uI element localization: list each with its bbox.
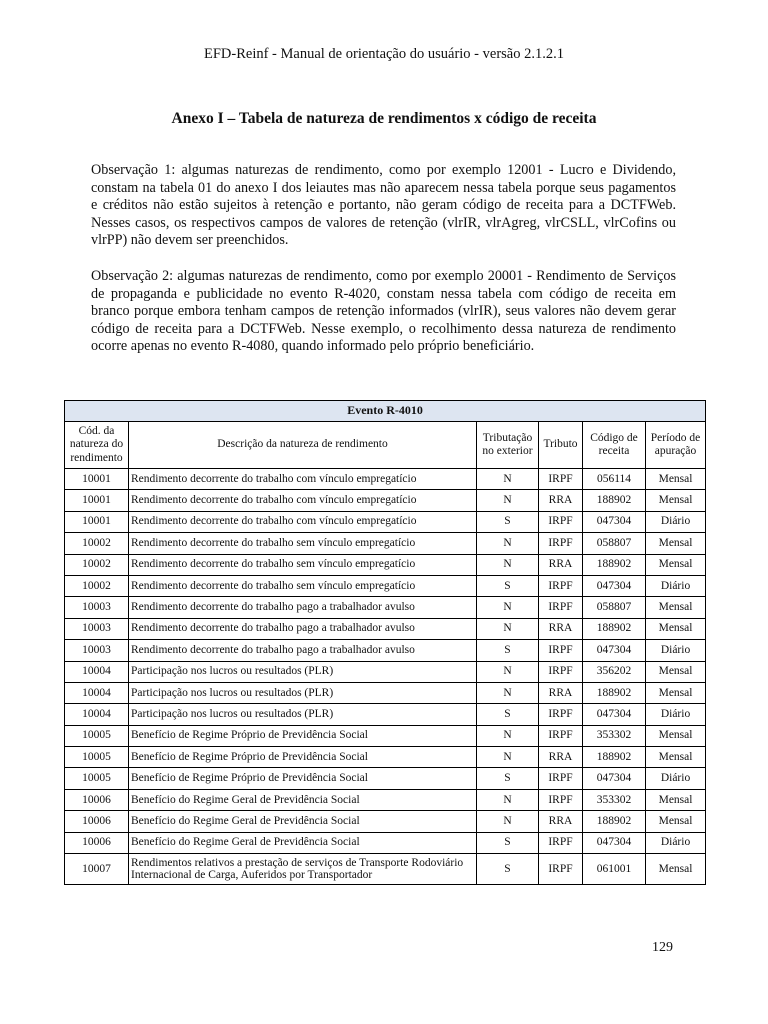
observation-2: Observação 2: algumas naturezas de rendimento, como por exemplo 20001 - Rendimento de Serviços de propaganda e publicidade no evento R-4020, constam nessa tabela com código de receita em branco porque embora tenham campos de retenção informados (vlrIR), seus valores não devem gerar código de receita para a DCTFWeb. Nesse exemplo, o recolhimento dessa natureza de rendimento ocorre apenas no evento R-4080, quando informado pelo próprio beneficiário. xyxy=(91,268,676,355)
cell-period: Mensal xyxy=(646,854,706,885)
cell-tax: IRPF xyxy=(539,597,583,618)
cell-code: 10004 xyxy=(65,661,129,682)
cell-description: Benefício do Regime Geral de Previdência Social xyxy=(129,832,477,853)
cell-revenue-code: 188902 xyxy=(583,747,646,768)
table-row xyxy=(65,768,706,789)
cell-tax: RRA xyxy=(539,682,583,703)
cell-revenue-code: 047304 xyxy=(583,832,646,853)
cell-tax: IRPF xyxy=(539,511,583,532)
cell-tax: IRPF xyxy=(539,832,583,853)
cell-foreign-tax: S xyxy=(477,575,539,596)
cell-foreign-tax: N xyxy=(477,469,539,490)
cell-period: Mensal xyxy=(646,789,706,810)
table-row xyxy=(65,854,706,885)
table-row xyxy=(65,811,706,832)
cell-period: Mensal xyxy=(646,533,706,554)
table-row xyxy=(65,469,706,490)
cell-tax: RRA xyxy=(539,490,583,511)
cell-tax: IRPF xyxy=(539,768,583,789)
cell-period: Mensal xyxy=(646,554,706,575)
col-header-foreign-tax: Tributação no exterior xyxy=(477,422,539,469)
cell-description: Rendimento decorrente do trabalho com vínculo empregatício xyxy=(129,490,477,511)
cell-foreign-tax: S xyxy=(477,768,539,789)
cell-code: 10001 xyxy=(65,511,129,532)
cell-period: Mensal xyxy=(646,490,706,511)
cell-period: Mensal xyxy=(646,682,706,703)
cell-tax: IRPF xyxy=(539,661,583,682)
cell-tax: IRPF xyxy=(539,469,583,490)
cell-foreign-tax: N xyxy=(477,618,539,639)
cell-description: Rendimento decorrente do trabalho pago a trabalhador avulso xyxy=(129,618,477,639)
cell-description: Rendimento decorrente do trabalho pago a trabalhador avulso xyxy=(129,640,477,661)
cell-code: 10005 xyxy=(65,768,129,789)
cell-code: 10003 xyxy=(65,597,129,618)
table-row xyxy=(65,725,706,746)
cell-tax: RRA xyxy=(539,747,583,768)
cell-revenue-code: 188902 xyxy=(583,554,646,575)
col-header-description: Descrição da natureza de rendimento xyxy=(129,422,477,469)
cell-foreign-tax: N xyxy=(477,682,539,703)
cell-period: Diário xyxy=(646,511,706,532)
cell-code: 10006 xyxy=(65,811,129,832)
cell-code: 10005 xyxy=(65,725,129,746)
table-row xyxy=(65,789,706,810)
cell-code: 10001 xyxy=(65,469,129,490)
table-row xyxy=(65,575,706,596)
cell-revenue-code: 188902 xyxy=(583,811,646,832)
cell-foreign-tax: N xyxy=(477,533,539,554)
col-header-code: Cód. da natureza do rendimento xyxy=(65,422,129,469)
table-row xyxy=(65,533,706,554)
cell-description: Rendimento decorrente do trabalho com vínculo empregatício xyxy=(129,469,477,490)
cell-description: Benefício do Regime Geral de Previdência Social xyxy=(129,811,477,832)
cell-period: Mensal xyxy=(646,597,706,618)
cell-foreign-tax: N xyxy=(477,725,539,746)
cell-tax: RRA xyxy=(539,554,583,575)
cell-revenue-code: 047304 xyxy=(583,704,646,725)
cell-description: Participação nos lucros ou resultados (PLR) xyxy=(129,661,477,682)
col-header-tax: Tributo xyxy=(539,422,583,469)
cell-revenue-code: 047304 xyxy=(583,640,646,661)
table-body xyxy=(65,469,706,885)
table-row xyxy=(65,747,706,768)
cell-foreign-tax: N xyxy=(477,597,539,618)
event-title: Evento R-4010 xyxy=(65,401,706,422)
page-number: 129 xyxy=(652,940,673,955)
table-row xyxy=(65,511,706,532)
cell-description: Participação nos lucros ou resultados (PLR) xyxy=(129,682,477,703)
cell-tax: IRPF xyxy=(539,533,583,554)
table-row xyxy=(65,554,706,575)
col-header-revenue-code: Código de receita xyxy=(583,422,646,469)
cell-tax: IRPF xyxy=(539,725,583,746)
cell-period: Diário xyxy=(646,832,706,853)
cell-period: Mensal xyxy=(646,725,706,746)
cell-tax: IRPF xyxy=(539,854,583,885)
cell-foreign-tax: N xyxy=(477,554,539,575)
cell-revenue-code: 058807 xyxy=(583,597,646,618)
cell-description: Participação nos lucros ou resultados (PLR) xyxy=(129,704,477,725)
cell-description: Benefício do Regime Geral de Previdência Social xyxy=(129,789,477,810)
cell-revenue-code: 058807 xyxy=(583,533,646,554)
cell-tax: IRPF xyxy=(539,575,583,596)
cell-description: Rendimento decorrente do trabalho sem vínculo empregatício xyxy=(129,554,477,575)
cell-foreign-tax: S xyxy=(477,640,539,661)
cell-revenue-code: 353302 xyxy=(583,789,646,810)
cell-tax: IRPF xyxy=(539,704,583,725)
cell-description: Benefício de Regime Próprio de Previdência Social xyxy=(129,725,477,746)
cell-description: Rendimento decorrente do trabalho sem vínculo empregatício xyxy=(129,575,477,596)
cell-code: 10002 xyxy=(65,533,129,554)
cell-tax: RRA xyxy=(539,618,583,639)
cell-revenue-code: 188902 xyxy=(583,682,646,703)
cell-description: Rendimento decorrente do trabalho sem vínculo empregatício xyxy=(129,533,477,554)
cell-foreign-tax: N xyxy=(477,789,539,810)
cell-tax: IRPF xyxy=(539,789,583,810)
cell-description: Rendimentos relativos a prestação de serviços de Transporte Rodoviário Internacional de Carga, Auferidos por Transportador xyxy=(129,854,477,885)
cell-code: 10006 xyxy=(65,832,129,853)
table-row xyxy=(65,618,706,639)
cell-code: 10003 xyxy=(65,640,129,661)
cell-code: 10007 xyxy=(65,854,129,885)
cell-code: 10002 xyxy=(65,575,129,596)
annex-title: Anexo I – Tabela de natureza de rendimentos x código de receita xyxy=(171,110,597,127)
cell-foreign-tax: N xyxy=(477,661,539,682)
cell-description: Benefício de Regime Próprio de Previdência Social xyxy=(129,747,477,768)
cell-revenue-code: 353302 xyxy=(583,725,646,746)
col-header-period: Período de apuração xyxy=(646,422,706,469)
cell-period: Diário xyxy=(646,768,706,789)
cell-revenue-code: 188902 xyxy=(583,618,646,639)
table-row xyxy=(65,490,706,511)
table-row xyxy=(65,661,706,682)
cell-revenue-code: 047304 xyxy=(583,768,646,789)
cell-description: Rendimento decorrente do trabalho com vínculo empregatício xyxy=(129,511,477,532)
cell-tax: IRPF xyxy=(539,640,583,661)
cell-code: 10004 xyxy=(65,704,129,725)
table-row xyxy=(65,640,706,661)
cell-period: Diário xyxy=(646,575,706,596)
table-row xyxy=(65,704,706,725)
cell-code: 10004 xyxy=(65,682,129,703)
table-row xyxy=(65,597,706,618)
cell-description: Benefício de Regime Próprio de Previdência Social xyxy=(129,768,477,789)
cell-foreign-tax: N xyxy=(477,490,539,511)
cell-code: 10006 xyxy=(65,789,129,810)
cell-period: Mensal xyxy=(646,469,706,490)
cell-code: 10005 xyxy=(65,747,129,768)
cell-period: Diário xyxy=(646,704,706,725)
cell-revenue-code: 047304 xyxy=(583,511,646,532)
cell-foreign-tax: N xyxy=(477,747,539,768)
cell-revenue-code: 056114 xyxy=(583,469,646,490)
table-row xyxy=(65,832,706,853)
cell-foreign-tax: S xyxy=(477,832,539,853)
running-header: EFD-Reinf - Manual de orientação do usuário - versão 2.1.2.1 xyxy=(204,46,564,62)
cell-foreign-tax: S xyxy=(477,511,539,532)
observation-1: Observação 1: algumas naturezas de rendimento, como por exemplo 12001 - Lucro e Dividendo, constam na tabela 01 do anexo I dos leiautes mas não aparecem nessa tabela porque seus pagamentos e créditos não estão sujeitos à retenção e portanto, não geram código de receita para a DCTFWeb. Nesses casos, os respectivos campos de valores de retenção (vlrIR, vlrAgreg, vlrCSLL, vlrCofins ou vlrPP) não devem ser preenchidos. xyxy=(91,162,676,249)
cell-foreign-tax: N xyxy=(477,811,539,832)
cell-tax: RRA xyxy=(539,811,583,832)
cell-period: Mensal xyxy=(646,811,706,832)
cell-description: Rendimento decorrente do trabalho pago a trabalhador avulso xyxy=(129,597,477,618)
cell-code: 10002 xyxy=(65,554,129,575)
cell-revenue-code: 061001 xyxy=(583,854,646,885)
cell-foreign-tax: S xyxy=(477,704,539,725)
cell-foreign-tax: S xyxy=(477,854,539,885)
cell-code: 10003 xyxy=(65,618,129,639)
cell-period: Mensal xyxy=(646,661,706,682)
cell-period: Diário xyxy=(646,640,706,661)
cell-revenue-code: 356202 xyxy=(583,661,646,682)
cell-code: 10001 xyxy=(65,490,129,511)
cell-period: Mensal xyxy=(646,747,706,768)
cell-period: Mensal xyxy=(646,618,706,639)
cell-revenue-code: 188902 xyxy=(583,490,646,511)
nature-income-table xyxy=(64,400,706,885)
cell-revenue-code: 047304 xyxy=(583,575,646,596)
table-row xyxy=(65,682,706,703)
